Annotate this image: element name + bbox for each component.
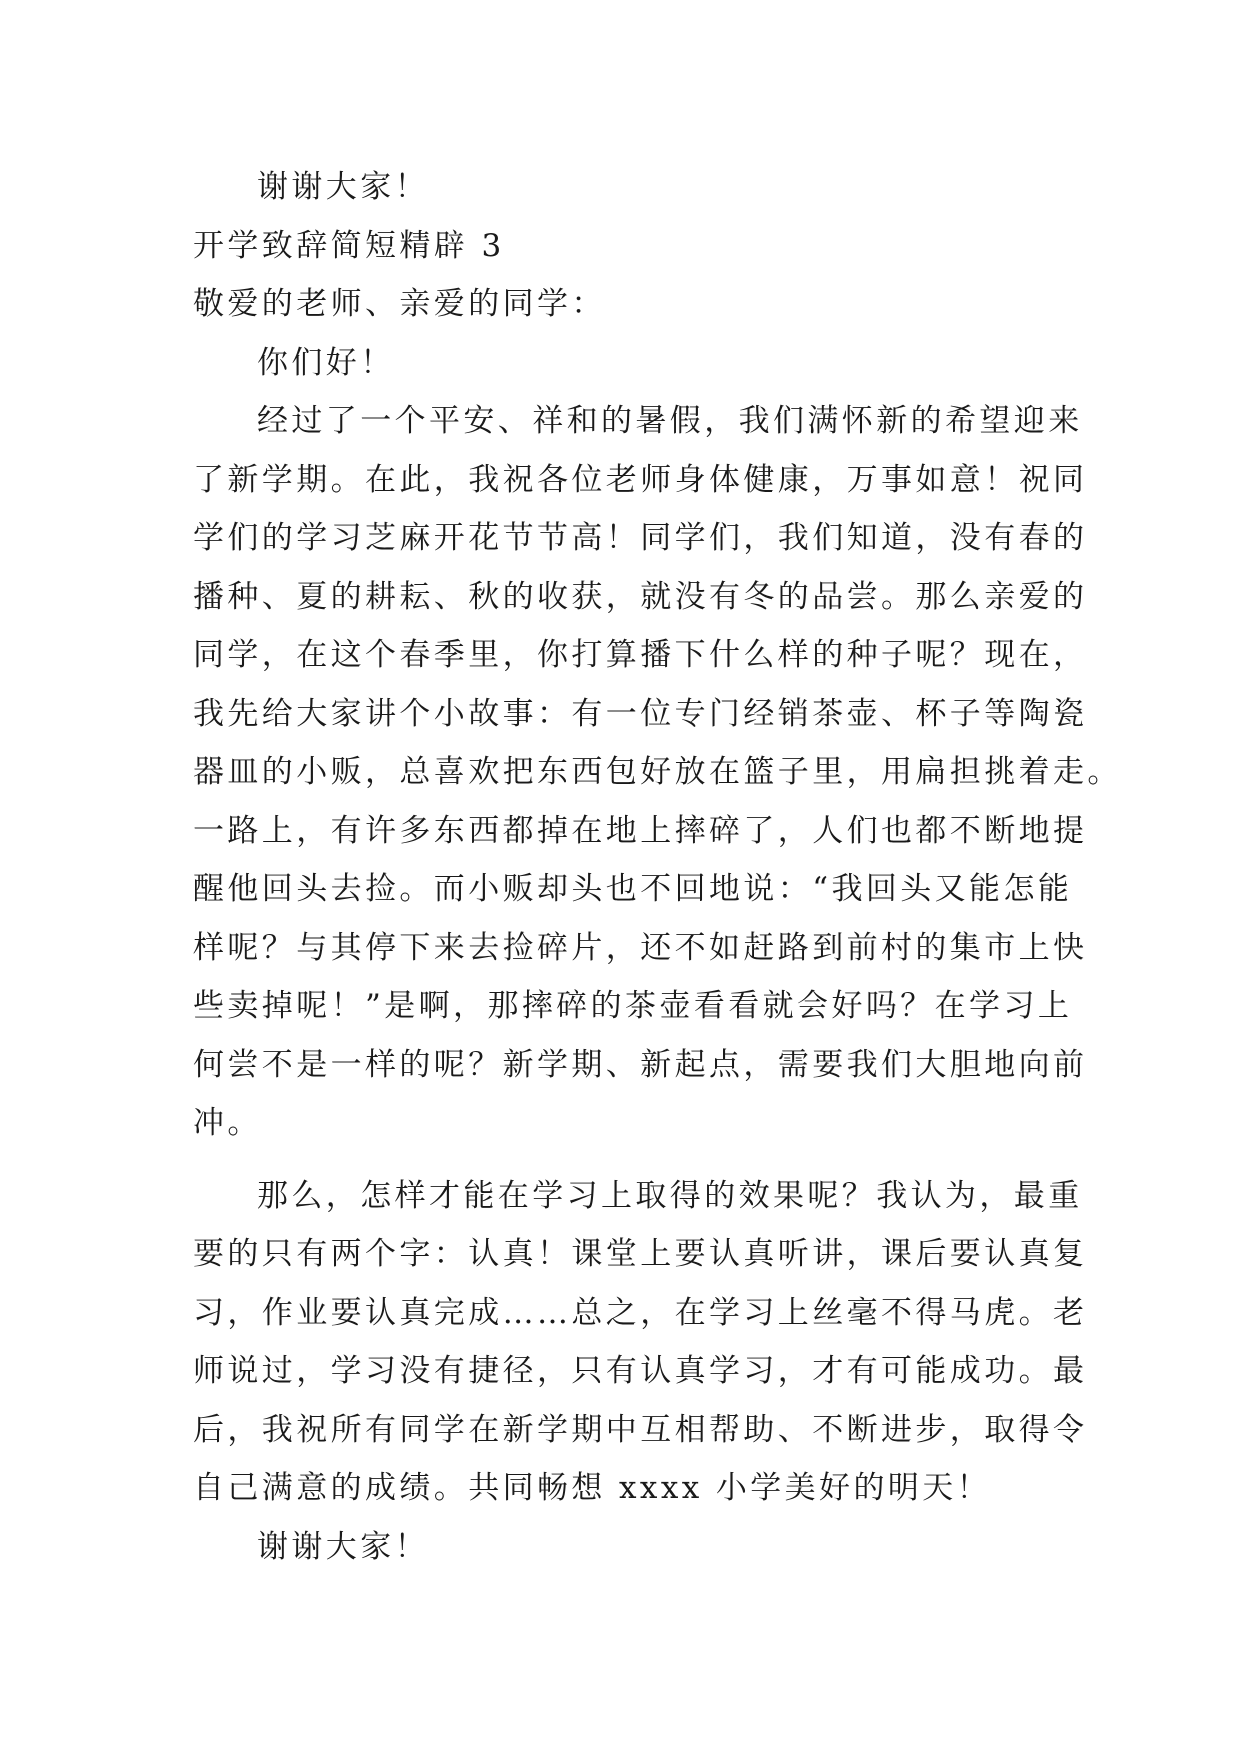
paragraph-gap <box>193 1153 1053 1167</box>
paragraph-line: 样呢？与其停下来去捡碎片，还不如赶路到前村的集市上快 <box>193 929 1088 966</box>
paragraph-line: 习，作业要认真完成……总之，在学习上丝毫不得马虎。老 <box>193 1294 1088 1331</box>
paragraph-line: 播种、夏的耕耘、秋的收获，就没有冬的品尝。那么亲爱的 <box>193 578 1088 615</box>
paragraph-1 <box>193 392 1122 1153</box>
paragraph-line: 经过了一个平安、祥和的暑假，我们满怀新的希望迎来 <box>257 403 1083 439</box>
paragraph-line: 学们的学习芝麻开花节节高！同学们，我们知道，没有春的 <box>193 520 1088 556</box>
paragraph-line: 器皿的小贩，总喜欢把东西包好放在篮子里，用扁担挑着走。 <box>193 754 1122 790</box>
paragraph-line: 自己满意的成绩。共同畅想 xxxx 小学美好的明天！ <box>193 1470 992 1506</box>
paragraph-line: 后，我祝所有同学在新学期中互相帮助、不断进步，取得令 <box>193 1411 1088 1448</box>
salutation: 敬爱的老师、亲爱的同学： <box>193 286 606 322</box>
paragraph-line: 要的只有两个字：认真！课堂上要认真听讲，课后要认真复 <box>193 1236 1088 1272</box>
paragraph-line: 师说过，学习没有捷径，只有认真学习，才有可能成功。最 <box>193 1353 1088 1389</box>
paragraph-line: 冲。 <box>193 1105 262 1141</box>
paragraph-2 <box>193 1167 1088 1518</box>
document-title: 开学致辞简短精辟 3 <box>193 227 505 264</box>
document-page <box>193 158 1122 1576</box>
paragraph-line: 同学，在这个春季里，你打算播下什么样的种子呢？现在， <box>193 637 1088 673</box>
paragraph-line: 了新学期。在此，我祝各位老师身体健康，万事如意！祝同 <box>193 461 1088 498</box>
closing-bottom: 谢谢大家！ <box>257 1528 429 1565</box>
closing-top: 谢谢大家！ <box>257 169 429 205</box>
paragraph-line: 我先给大家讲个小故事：有一位专门经销茶壶、杯子等陶瓷 <box>193 695 1088 732</box>
paragraph-line: 何尝不是一样的呢？新学期、新起点，需要我们大胆地向前 <box>193 1046 1088 1083</box>
paragraph-line: 一路上，有许多东西都掉在地上摔碎了，人们也都不断地提 <box>193 812 1088 849</box>
paragraph-line: 那么，怎样才能在学习上取得的效果呢？我认为，最重 <box>257 1177 1083 1214</box>
paragraph-line: 醒他回头去捡。而小贩却头也不回地说：“我回头又能怎能 <box>193 871 1073 907</box>
paragraph-line: 些卖掉呢！”是啊，那摔碎的茶壶看看就会好吗？在学习上 <box>193 988 1073 1024</box>
greeting: 你们好！ <box>257 344 395 381</box>
